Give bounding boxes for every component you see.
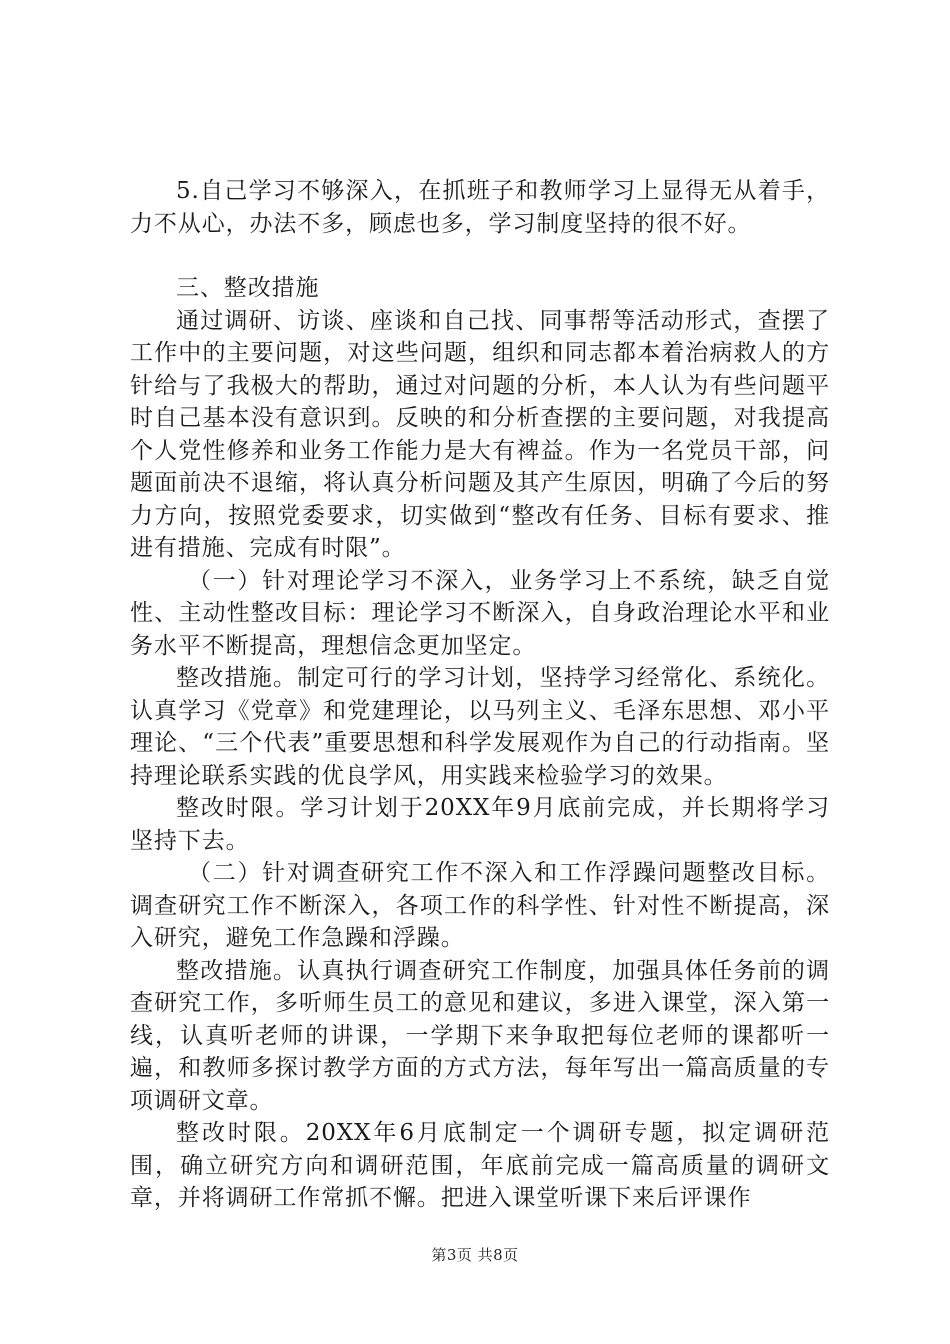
paragraph-spacer <box>130 240 830 272</box>
paragraph-item-5: 5.自己学习不够深入，在抓班子和教师学习上显得无从着手，力不从心，办法不多，顾虑也多，学习制度坚持的很不好。 <box>130 178 830 237</box>
paragraph-deadline-1: 整改时限。学习计划于20XX年9月底前完成，并长期将学习坚持下去。 <box>130 795 830 854</box>
paragraph-goal-1: （一）针对理论学习不深入，业务学习上不系统，缺乏自觉性、主动性整改目标：理论学习不断深入，自身政治理论水平和业务水平不断提高，理想信念更加坚定。 <box>130 567 830 659</box>
paragraph-deadline-2: 整改时限。20XX年6月底制定一个调研专题，拟定调研范围，确立研究方向和调研范围，年底前完成一篇高质量的调研文章，并将调研工作常抓不懈。把进入课堂听课下来后评课作 <box>130 1120 830 1211</box>
section-heading: 三、整改措施 <box>176 275 320 301</box>
paragraph-intro: 通过调研、访谈、座谈和自己找、同事帮等活动形式，查摆了工作中的主要问题，对这些问题，组织和同志都本着治病救人的方针给与了我极大的帮助，通过对问题的分析，本人认为有些问题平时自己基本没有意识到。反映的和分析查摆的主要问题，对我提高个人党性修养和业务工作能力是大有裨益。作为一名党员干部，问题面前决不退缩，将认真分析问题及其产生原因，明确了今后的努力方向，按照党委要求，切实做到“整改有任务、目标有要求、推进有措施、完成有时限”。 <box>130 307 830 561</box>
paragraph-measures-1: 整改措施。制定可行的学习计划，坚持学习经常化、系统化。认真学习《党章》和党建理论，以马列主义、毛泽东思想、邓小平理论、“三个代表”重要思想和科学发展观作为自己的行动指南。坚持理论联系实践的优良学风，用实践来检验学习的效果。 <box>130 665 830 789</box>
paragraph-goal-2: （二）针对调查研究工作不深入和工作浮躁问题整改目标。调查研究工作不断深入，各项工作的科学性、针对性不断提高，深入研究，避免工作急躁和浮躁。 <box>130 860 830 951</box>
page-number-footer: 第3页 共8页 <box>431 1246 519 1264</box>
paragraph-measures-2: 整改措施。认真执行调查研究工作制度，加强具体任务前的调查研究工作，多听师生员工的意见和建议，多进入课堂，深入第一线，认真听老师的讲课，一学期下来争取把每位老师的课都听一遍，和教师多探讨教学方面的方式方法，每年写出一篇高质量的专项调研文章。 <box>130 957 830 1114</box>
document-body <box>130 175 830 1215</box>
